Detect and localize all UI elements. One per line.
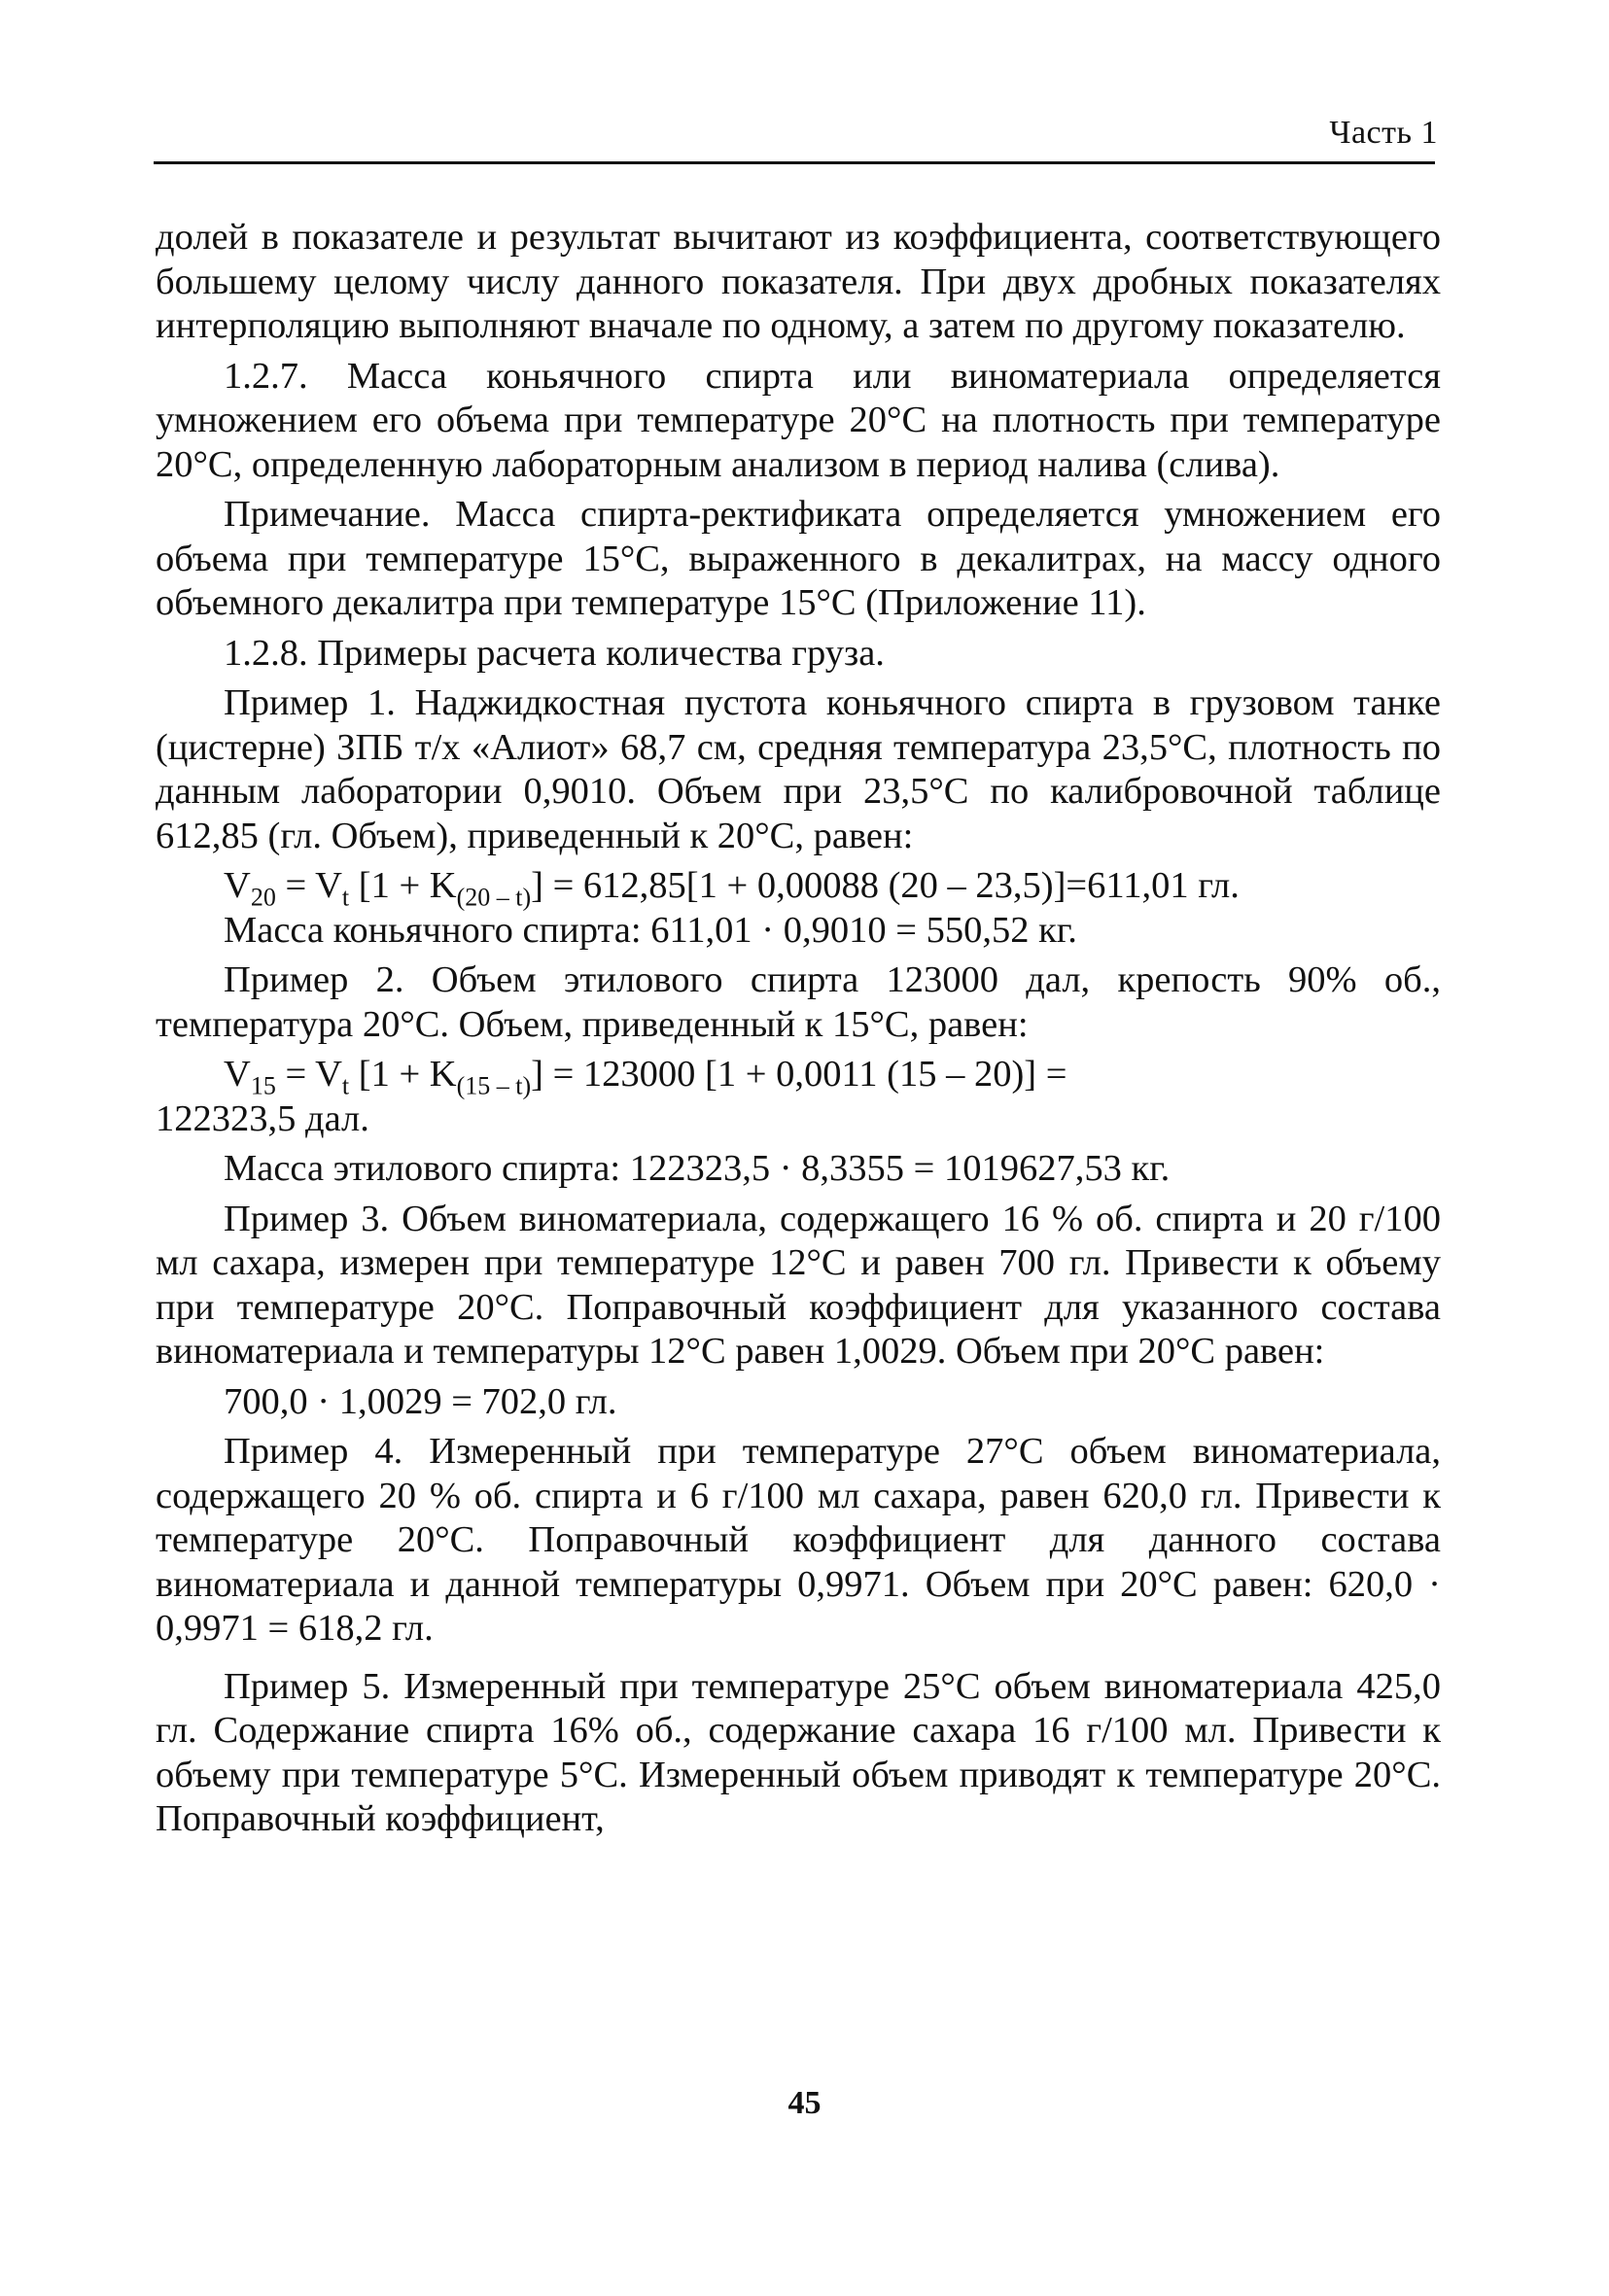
formula-v20-part-a: V: [224, 865, 251, 906]
formula-v20-sub-2: t: [341, 883, 350, 912]
formula-v20-sub-3: (20 – t): [456, 883, 532, 912]
paragraph-continuation: долей в показателе и результат вычитают из коэффициента, соответствующего большему целому числу данного показателя. При двух дробных показателях интерполяцию выполняют вначале по одному, а затем по другому показателю.: [156, 217, 1441, 346]
formula-v20: [156, 864, 1441, 912]
paragraph-example-1: Пример 1. Наджидкостная пустота коньячного спирта в грузовом танке (цистерне) ЗПБ т/х «Алиот» 68,7 см, средняя температура 23,5°С, плотность по данным лаборатории 0,9010. Объем при 23,5°С по калибровочной таблице 612,85 (гл. Объем), приведенный к 20°С, равен:: [156, 682, 1441, 856]
formula-v15-continuation: 122323,5 дал.: [156, 1097, 369, 1139]
paragraph-example-5: Пример 5. Измеренный при температуре 25°С объем виноматериала 425,0 гл. Содержание спирта 16% об., содержание сахара 16 г/100 мл. Привести к объему при температуре 5°С. Измеренный объем приводят к температуре 20°С. Поправочный коэффициент,: [156, 1665, 1441, 1839]
formula-v15: [156, 1053, 1441, 1100]
paragraph-example-4: Пример 4. Измеренный при температуре 27°С объем виноматериала, содержащего 20 % об. спирта и 6 г/100 мл сахара, равен 620,0 гл. Привести к температуре 20°С. Поправочный коэффициент для данного состава виноматериала и данной температуры 0,9971. Объем при 20°С равен: 620,0 · 0,9971 = 618,2 гл.: [156, 1431, 1441, 1649]
formula-v15-sub-3: (15 – t): [456, 1071, 532, 1100]
header-rule: [154, 161, 1435, 164]
paragraph-example-3: Пример 3. Объем виноматериала, содержащего 16 % об. спирта и 20 г/100 мл сахара, измерен при температуре 12°С и равен 700 гл. Привести к объему при температуре 20°С. Поправочный коэффициент для указанного состава виноматериала и температуры 12°С равен 1,0029. Объем при 20°С равен:: [156, 1198, 1441, 1372]
formula-v15-part-c: [1 + K: [349, 1054, 457, 1095]
formula-v15-sub-2: t: [341, 1071, 350, 1100]
formula-v20-part-c: [1 + K: [349, 865, 457, 906]
paragraph-mass-cognac: Масса коньячного спирта: 611,01 · 0,9010 = 550,52 кг.: [224, 909, 1077, 951]
page-body: [156, 216, 1441, 1848]
paragraph-mass-ethyl: Масса этилового спирта: 122323,5 · 8,3355 = 1019627,53 кг.: [224, 1148, 1171, 1189]
page-number: 45: [787, 2085, 822, 2121]
running-header: Часть 1: [1329, 115, 1438, 151]
formula-v15-part-d: ] = 123000 [1 + 0,0011 (15 – 20)] =: [531, 1054, 1067, 1095]
paragraph-note: Примечание. Масса спирта-ректификата определяется умножением его объема при температуре 15°С, выраженного в декалитрах, на массу одного объемного декалитра при температуре 15°С (Приложение 11).: [156, 494, 1441, 623]
formula-v20-sub-1: 20: [250, 883, 276, 912]
formula-v20-part-d: ] = 612,85[1 + 0,00088 (20 – 23,5)]=611,01 гл.: [531, 865, 1240, 906]
formula-v15-part-a: V: [224, 1054, 251, 1095]
paragraph-section-1-2-7: 1.2.7. Масса коньячного спирта или виноматериала определяется умножением его объема при температуре 20°С на плотность при температуре 20°С, определенную лабораторным анализом в период налива (слива).: [156, 355, 1441, 485]
formula-v15-part-b: = V: [275, 1054, 342, 1095]
formula-v20-part-b: = V: [275, 865, 342, 906]
paragraph-example-2: Пример 2. Объем этилового спирта 123000 дал, крепость 90% об., температура 20°С. Объем, приведенный к 15°С, равен:: [156, 959, 1441, 1045]
paragraph-section-1-2-8: 1.2.8. Примеры расчета количества груза.: [224, 632, 885, 674]
paragraph-example-3-result: 700,0 · 1,0029 = 702,0 гл.: [224, 1380, 617, 1422]
formula-v15-sub-1: 15: [250, 1071, 276, 1100]
